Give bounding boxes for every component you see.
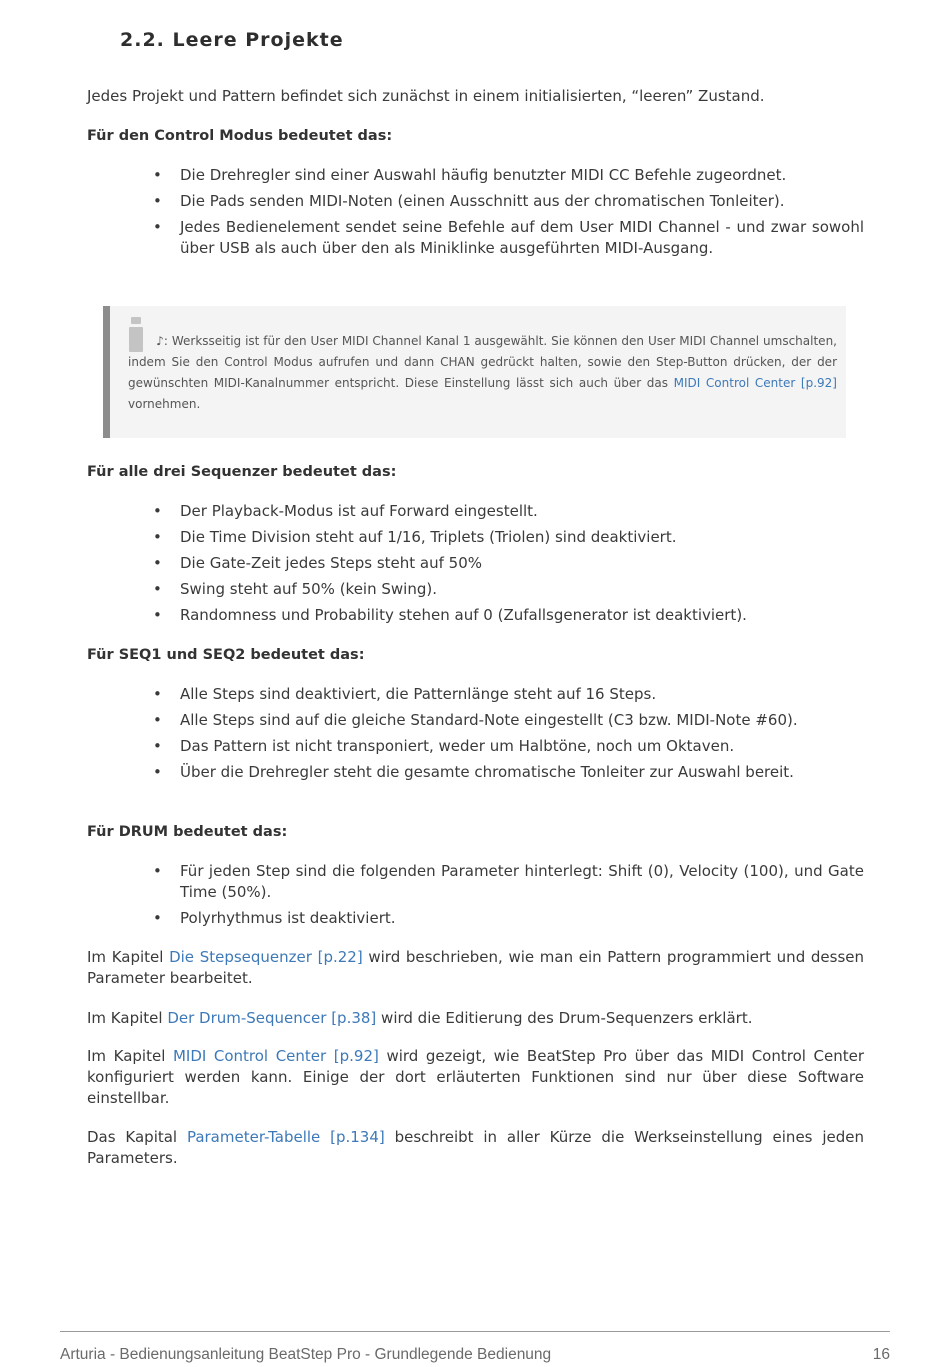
note-text <box>128 331 837 415</box>
seq12-heading: Für SEQ1 und SEQ2 bedeutet das: <box>87 647 365 663</box>
list-item: • Das Pattern ist nicht transponiert, weder um Halbtöne, noch um Oktaven. <box>153 736 864 757</box>
note-text-before: ♪: Werksseitig ist für den User MIDI Channel Kanal 1 ausgewählt. Sie können den User MIDI Channel umschalten, indem Sie den Control Modus aufrufen und dann CHAN gedrückt halten, sowie den Step-Button drücken, der der gewünschten MIDI-Kanalnummer entspricht. Diese Einstellung lässt sich auch über das <box>128 334 837 390</box>
drum-list <box>153 861 864 934</box>
control-list <box>153 165 864 264</box>
ref-paragraph-drum-sequencer: Im Kapitel Der Drum-Sequencer [p.38] wird die Editierung des Drum-Sequenzers erklärt. <box>87 1009 753 1027</box>
section-title: 2.2. Leere Projekte <box>120 29 344 51</box>
link-parameter-tabelle[interactable]: Parameter-Tabelle [p.134] <box>186 1128 385 1146</box>
list-item: • Jedes Bedienelement sendet seine Befehle auf dem User MIDI Channel - und zwar sowohl über USB als auch über den als Miniklinke ausgeführten MIDI-Ausgang. <box>153 217 864 259</box>
list-item: • Randomness und Probability stehen auf 0 (Zufallsgenerator ist deaktiviert). <box>153 605 864 626</box>
list-item: • Über die Drehregler steht die gesamte chromatische Tonleiter zur Auswahl bereit. <box>153 762 864 783</box>
note-link[interactable]: MIDI Control Center [p.92] <box>673 376 837 390</box>
link-midi-control-center[interactable]: MIDI Control Center [p.92] <box>172 1047 379 1065</box>
intro-paragraph: Jedes Projekt und Pattern befindet sich zunächst in einem initialisierten, “leeren” Zustand. <box>87 87 765 105</box>
list-item: • Die Gate-Zeit jedes Steps steht auf 50% <box>153 553 864 574</box>
list-item: • Alle Steps sind deaktiviert, die Patternlänge steht auf 16 Steps. <box>153 684 864 705</box>
ref-paragraph-stepsequenzer: Im Kapitel Die Stepsequenzer [p.22] wird beschrieben, wie man ein Pattern programmiert und dessen Parameter bearbeitet. <box>87 948 864 987</box>
link-stepsequenzer[interactable]: Die Stepsequenzer [p.22] <box>169 948 363 966</box>
list-item: • Polyrhythmus ist deaktiviert. <box>153 908 864 929</box>
control-heading: Für den Control Modus bedeutet das: <box>87 128 393 144</box>
list-item: • Die Drehregler sind einer Auswahl häufig benutzter MIDI CC Befehle zugeordnet. <box>153 165 864 186</box>
sequencers-list <box>153 501 864 631</box>
seq12-list <box>153 684 864 788</box>
list-item: • Der Playback-Modus ist auf Forward eingestellt. <box>153 501 864 522</box>
list-item: • Für jeden Step sind die folgenden Parameter hinterlegt: Shift (0), Velocity (100), und Gate Time (50%). <box>153 861 864 903</box>
list-item: • Swing steht auf 50% (kein Swing). <box>153 579 864 600</box>
ref-paragraph-parameter-tabelle: Das Kapital Parameter-Tabelle [p.134] beschreibt in aller Kürze die Werkseinstellung eines jeden Parameters. <box>87 1128 864 1167</box>
list-item: • Alle Steps sind auf die gleiche Standard-Note eingestellt (C3 bzw. MIDI-Note #60). <box>153 710 864 731</box>
list-item: • Die Pads senden MIDI-Noten (einen Ausschnitt aus der chromatischen Tonleiter). <box>153 191 864 212</box>
note-text-after: vornehmen. <box>128 397 201 411</box>
page-number: 16 <box>872 1346 890 1363</box>
ref-paragraph-midi-control-center: Im Kapitel MIDI Control Center [p.92] wird gezeigt, wie BeatStep Pro über das MIDI Control Center konfiguriert werden kann. Einige der dort erläuterten Funktionen sind nur über diese Software einstellbar. <box>87 1047 865 1107</box>
drum-heading: Für DRUM bedeutet das: <box>87 824 288 840</box>
info-note <box>103 306 846 438</box>
footer-title: Arturia - Bedienungsanleitung BeatStep Pro - Grundlegende Bedienung <box>60 1346 552 1363</box>
list-item: • Die Time Division steht auf 1/16, Triplets (Triolen) sind deaktiviert. <box>153 527 864 548</box>
sequencers-heading: Für alle drei Sequenzer bedeutet das: <box>87 464 397 480</box>
link-drum-sequencer[interactable]: Der Drum-Sequencer [p.38] <box>167 1009 377 1027</box>
footer-divider <box>60 1331 890 1332</box>
